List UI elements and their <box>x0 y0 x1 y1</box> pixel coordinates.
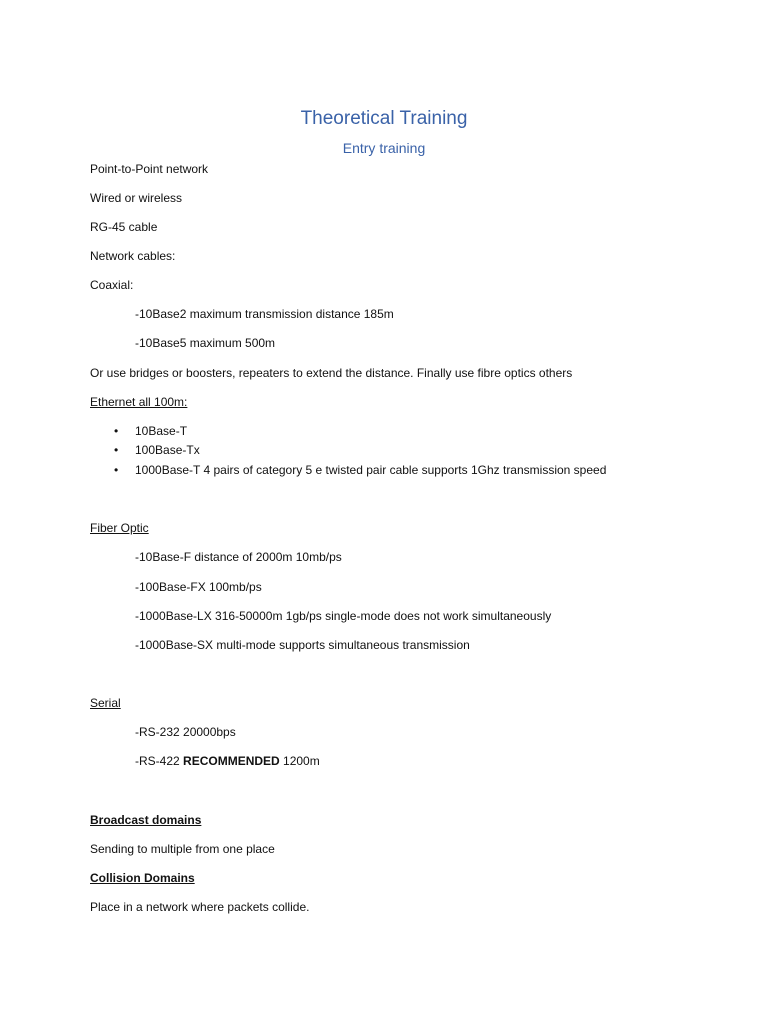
ethernet-bullet-item: 100Base-Tx <box>135 443 200 457</box>
broadcast-domains-heading: Broadcast domains <box>90 813 202 827</box>
ethernet-bullet-item: 1000Base-T 4 pairs of category 5 e twisted pair cable supports 1Ghz transmission speed <box>135 463 607 477</box>
fiber-item: -1000Base-LX 316-50000m 1gb/ps single-mode does not work simultaneously <box>135 609 552 623</box>
fiber-item: -10Base-F distance of 2000m 10mb/ps <box>135 550 342 564</box>
serial-heading: Serial <box>90 696 121 710</box>
bullet-icon: • <box>114 463 119 477</box>
coaxial-line: Coaxial: <box>90 278 134 292</box>
document-subtitle: Entry training <box>342 140 426 156</box>
rs422-suffix: 1200m <box>279 754 320 768</box>
serial-rs422-line <box>135 754 320 768</box>
ethernet-bullet-item: 10Base-T <box>135 424 188 438</box>
wired-wireless-line: Wired or wireless <box>90 191 183 205</box>
collision-domains-heading: Collision Domains <box>90 871 195 885</box>
coax-10base5-line: -10Base5 maximum 500m <box>135 336 276 350</box>
fiber-item: -100Base-FX 100mb/ps <box>135 580 262 594</box>
collision-domains-text: Place in a network where packets collide. <box>90 900 310 914</box>
coax-10base2-line: -10Base2 maximum transmission distance 185m <box>135 307 394 321</box>
bullet-icon: • <box>114 443 119 457</box>
rs422-recommended: RECOMMENDED <box>183 754 280 768</box>
bullet-icon: • <box>114 424 119 438</box>
bridges-line: Or use bridges or boosters, repeaters to extend the distance. Finally use fibre optics others <box>90 366 573 380</box>
rg45-line: RG-45 cable <box>90 220 158 234</box>
fiber-item: -1000Base-SX multi-mode supports simultaneous transmission <box>135 638 470 652</box>
ethernet-heading: Ethernet all 100m: <box>90 395 188 409</box>
point-to-point-line: Point-to-Point network <box>90 162 209 176</box>
broadcast-domains-text: Sending to multiple from one place <box>90 842 275 856</box>
fiber-optic-heading: Fiber Optic <box>90 521 149 535</box>
network-cables-line: Network cables: <box>90 249 176 263</box>
document-title: Theoretical Training <box>300 108 468 129</box>
serial-rs232-line: -RS-232 20000bps <box>135 725 236 739</box>
rs422-prefix: -RS-422 <box>135 754 184 768</box>
